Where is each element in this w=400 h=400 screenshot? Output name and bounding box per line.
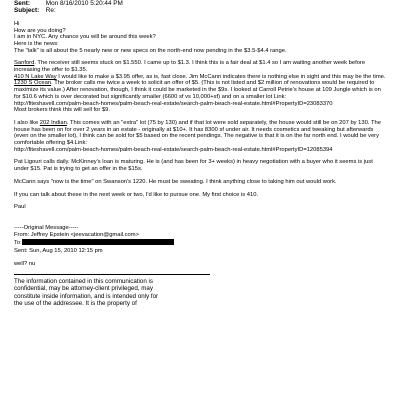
subject-label: Subject: [14, 7, 40, 15]
confidentiality-notice [14, 278, 388, 308]
ligouri-paragraph: Pat Ligouri calls daily. McKinney's loan is maturing. He is (and has been for 3+ weeks) in heavy negotiation with a buyer who it seems is just under $15. Pat is trying to get an offer in the $15s. [14, 159, 373, 173]
sanford-paragraph: Sanford. The receiver still seems stuck on $1.550. I came up to $1.3. I think this is a fair deal at $1.4 so I am waiting another week before increasing the offer to $1.35. [14, 60, 366, 74]
mccann-paragraph: McCann says "now is the time" on Swanson's 1220. He must be sweating. I think anything close to taking him out would work. [14, 178, 337, 185]
sent-value: Mon 8/16/2010 5:20:44 PM [45, 0, 123, 7]
original-divider: -----Original Message----- [14, 224, 79, 231]
original-message [14, 225, 388, 268]
email-body [14, 21, 388, 211]
sanford-link[interactable]: Sanford [14, 60, 35, 67]
indian-link[interactable]: 202 Indian [39, 119, 67, 126]
ocean-paragraph: 1230 S Ocean. The broker calls me twice a week to solicit an offer of $5. (This is not listed and $2 million of renovations would be required to maximize its value.) After renovation, though, I think it could be marketed in the $9s. I looked at Carroll Petrie's house at 109 Jungle which is on for $10.6 which is over decorated but significantly smaller (6600 sf vs 10,000+sf) and on a smaller lot Link: [14, 80, 381, 100]
original-from: From: Jeffrey Epstein <jeevacation@gmail.com> [14, 232, 139, 239]
sent-row [14, 0, 388, 7]
notice-line: the use of the addressee. It is the property of [14, 300, 137, 308]
notice-line: confidential, may be attorney-client privileged, may [14, 285, 153, 293]
nlake-link[interactable]: 410 N Lake Way [14, 73, 57, 80]
body-line: Here is the news: [14, 40, 59, 47]
subject-row [14, 7, 388, 14]
original-to: To: [14, 239, 388, 247]
ocean-link[interactable]: 1230 S Ocean [14, 80, 52, 87]
email-header [14, 0, 388, 15]
signature: Paul [14, 204, 26, 211]
body-line: I am in NYC. Any chance you will be around this week? [14, 34, 156, 41]
greeting: Hi [14, 20, 20, 27]
redaction-bar [22, 239, 174, 245]
closing-paragraph: If you can talk about these in the next week or two, I'd like to pursue one. My first choice is 410. [14, 191, 259, 198]
ocean-url[interactable]: http://fiteshavell.com/palm-beach-homes/palm-beach-real-estate/search-palm-beach-real-estate.html#PropertyID=23083370 [14, 100, 333, 107]
email-document [14, 0, 388, 308]
sent-label: Sent: [14, 0, 30, 7]
indian-paragraph: I also like 202 Indian. This comes with an "extra" lot (75 by 130) and if that lot were sold separately, the house would still be on 207 by 130. The house has been on for over 2 years in an estate - originally at $10+. It has 8300 sf under air. It needs cosmetics and tweaking but afterwards (even on the smaller lot), I think can be sold for $5 based on the recent pendings. The negative is that it is on the far north end. I would be very comfortable offering $4.Link: [14, 119, 381, 147]
body-line: The "talk" is all about the 5 nearly new or new specs on the north-end now pending in the $3.5-$4.4 range. [14, 47, 287, 54]
nlake-paragraph: 410 N Lake Way I would like to make a $3.95 offer, as is, fast close. Jim McCann indicates there is nothing else in sight and this may be the time. [14, 73, 386, 80]
original-message-text: well? nu [14, 260, 36, 267]
body-line: How are you doing? [14, 27, 66, 34]
notice-line: constitute inside information, and is intended only for [14, 292, 159, 300]
ocean-tail: Most brokers think this will sell for $9. [14, 107, 111, 114]
subject-value: Re: [45, 7, 56, 15]
notice-line: The information contained in this communication is [14, 278, 153, 285]
notice-divider [14, 274, 210, 275]
original-sent: Sent: Sun, Aug 15, 2010 12:15 pm [14, 247, 103, 254]
indian-url[interactable]: http://fiteshavell.com/palm-beach-homes/palm-beach-real-estate/search-palm-beach-real-estate.html#PropertyID=12085394 [14, 146, 333, 153]
